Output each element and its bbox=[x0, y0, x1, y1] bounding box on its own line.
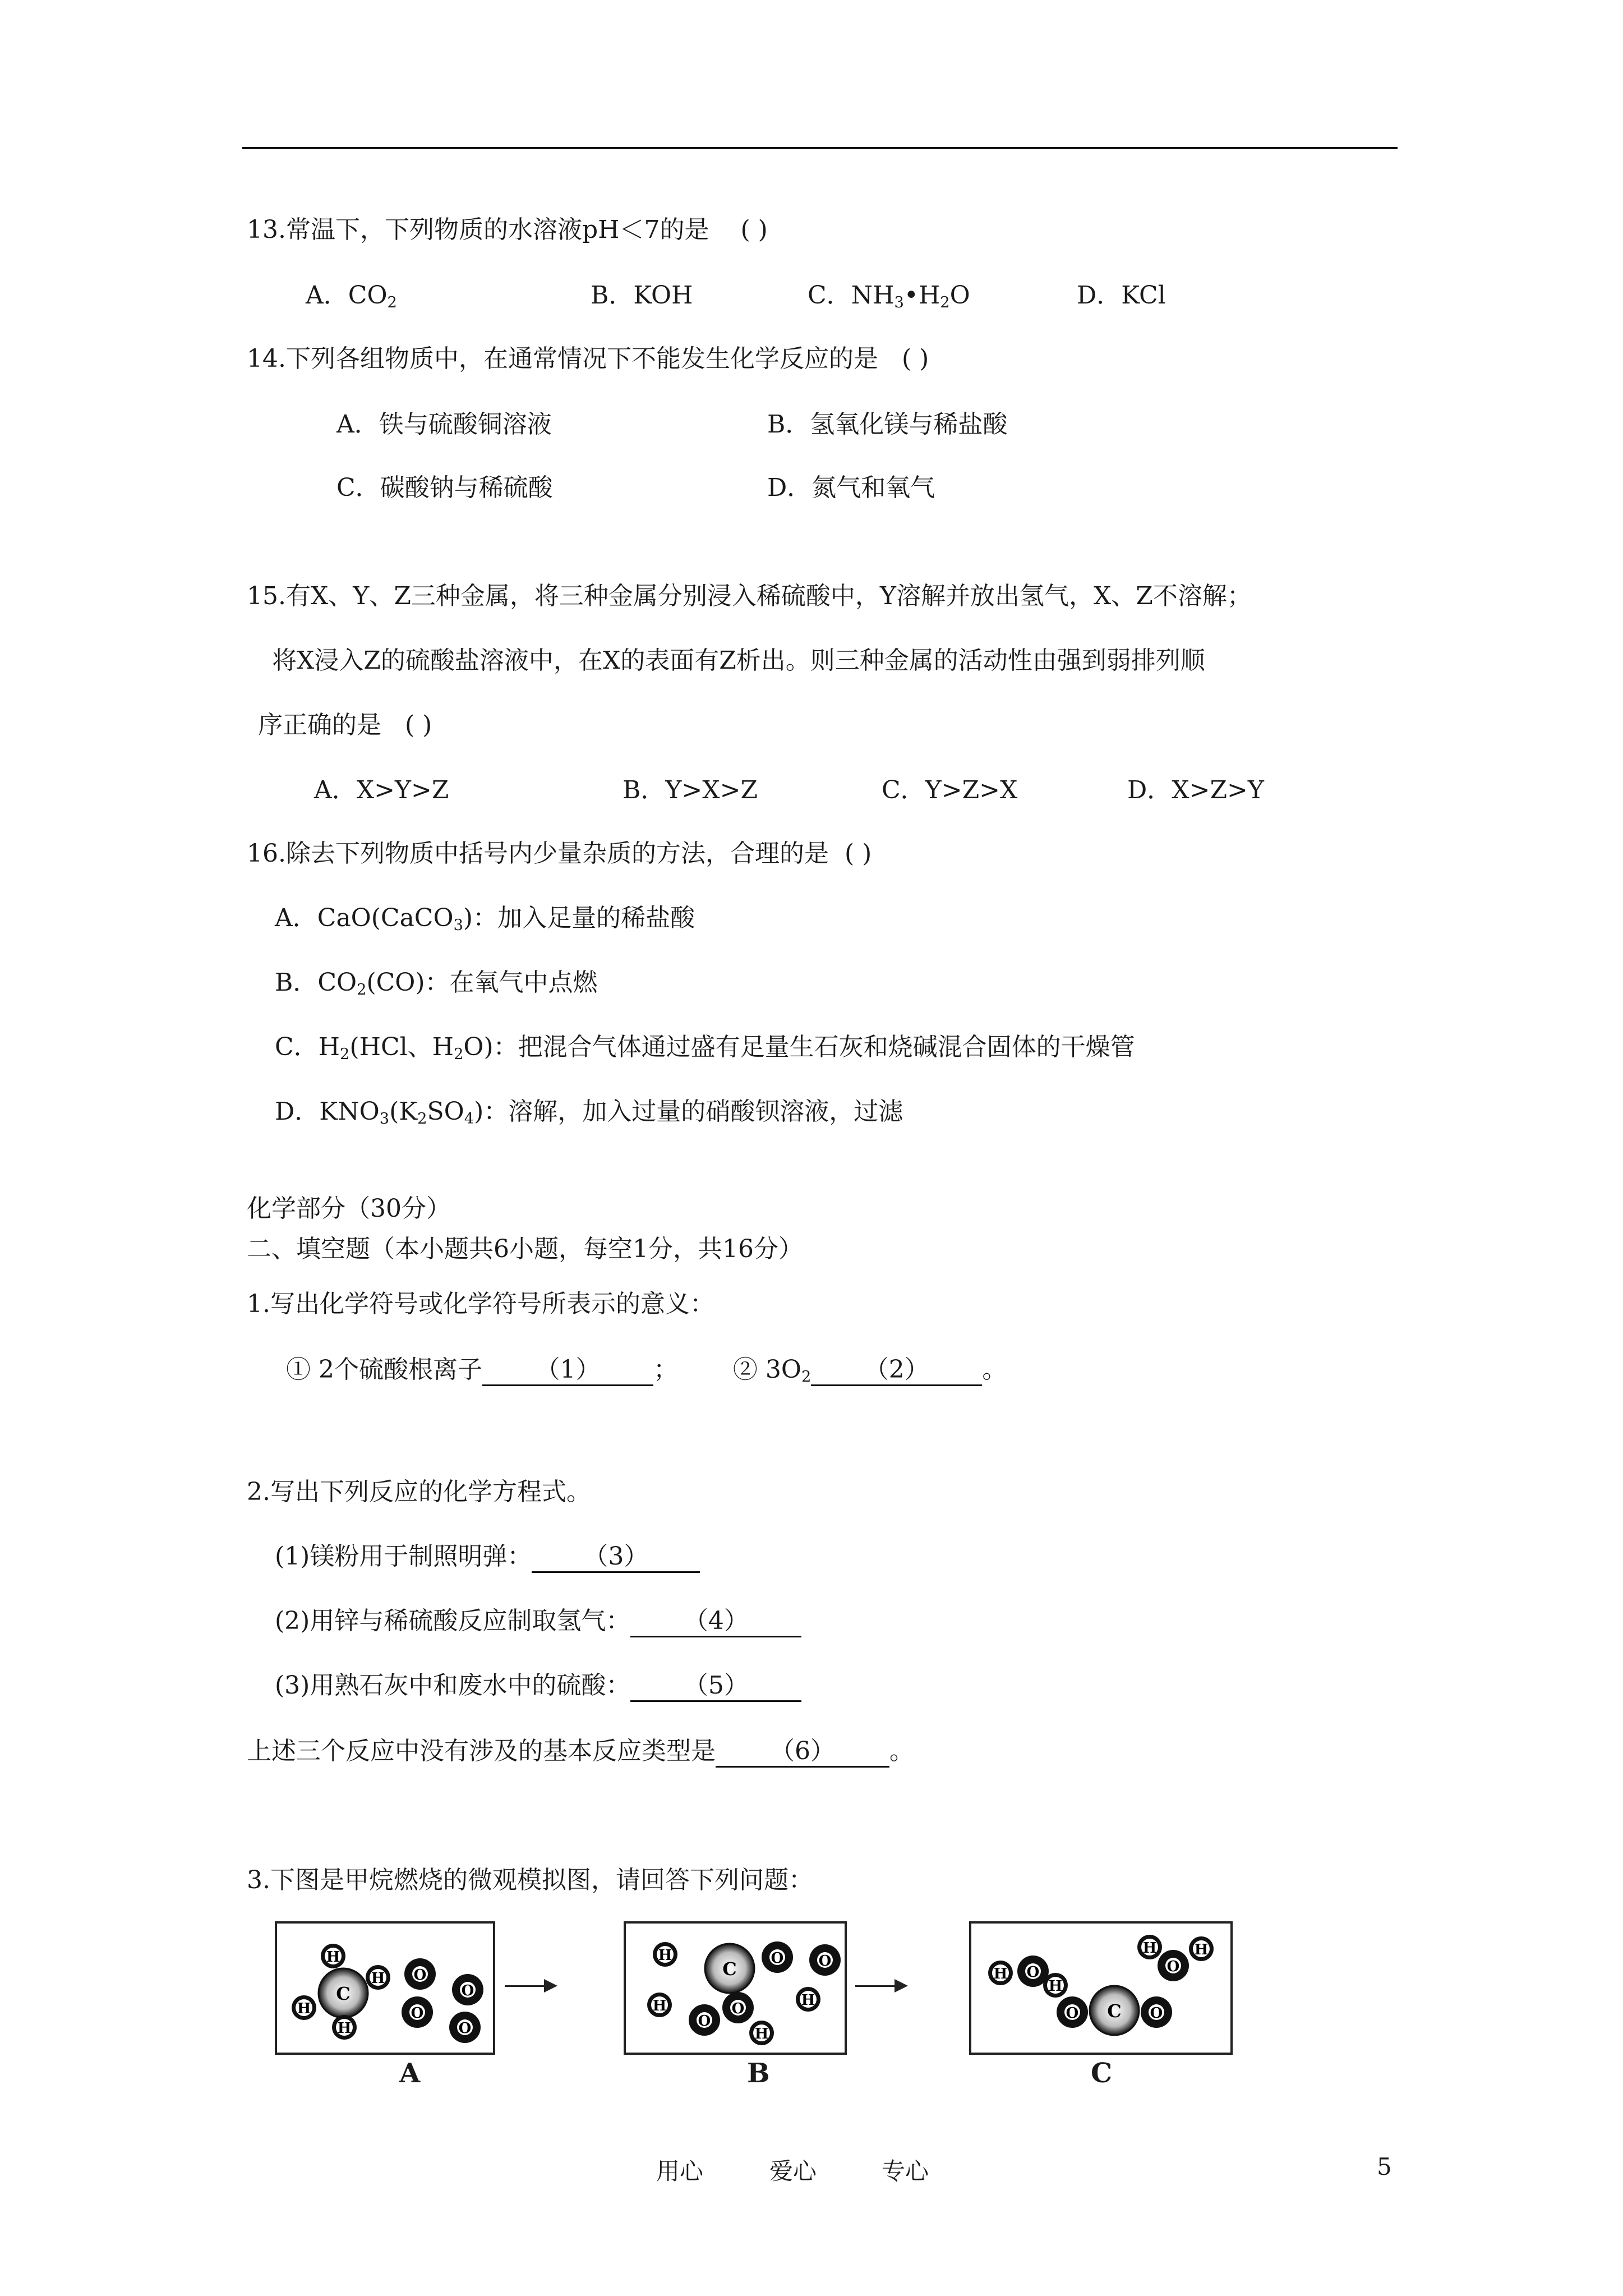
products-diagram bbox=[971, 1924, 1230, 2053]
svg-text:C: C bbox=[1107, 2000, 1122, 2022]
section-part2-heading: 二、填空题（本小题共6小题，每空1分，共16分） bbox=[247, 1235, 803, 1263]
svg-text:H: H bbox=[801, 1992, 815, 2009]
h-atom bbox=[749, 2021, 774, 2045]
h-atom bbox=[1137, 1935, 1162, 1959]
h-atom bbox=[332, 2015, 357, 2040]
svg-text:H: H bbox=[297, 2000, 311, 2017]
o-atom bbox=[809, 1944, 841, 1976]
svg-text:O: O bbox=[771, 1950, 784, 1967]
header-rule bbox=[242, 147, 1398, 149]
q15-line-2: 将X浸入Z的硫酸盐溶液中，在X的表面有Z析出。则三种金属的活动性由强到弱排列顺 bbox=[272, 646, 1205, 675]
svg-text:O: O bbox=[1026, 1964, 1040, 1981]
svg-text:O: O bbox=[818, 1953, 832, 1970]
q14-option-b[interactable]: B．氢氧化镁与稀盐酸 bbox=[767, 410, 1008, 439]
svg-text:H: H bbox=[658, 1947, 672, 1964]
o-atom bbox=[689, 2004, 720, 2036]
panel-c bbox=[969, 1921, 1233, 2055]
svg-text:H: H bbox=[1142, 1940, 1157, 1957]
q14-option-c[interactable]: C．碳酸钠与稀硫酸 bbox=[336, 473, 553, 502]
o-atom bbox=[722, 1992, 754, 2023]
f2-stem: 2.写出下列反应的化学方程式。 bbox=[247, 1478, 591, 1506]
footer-word-1: 用心 bbox=[656, 2157, 704, 2185]
answer-paren[interactable]: ( ) bbox=[740, 215, 768, 244]
f3-stem: 3.下图是甲烷燃烧的微观模拟图，请回答下列问题： bbox=[247, 1866, 813, 1894]
svg-text:O: O bbox=[1166, 1958, 1180, 1975]
svg-text:O: O bbox=[1150, 2005, 1163, 2022]
q13-option-c[interactable]: C．$NH_3•H_2O$ bbox=[808, 281, 970, 311]
o-atom bbox=[762, 1941, 793, 1973]
h-atom bbox=[988, 1961, 1013, 1985]
svg-text:H: H bbox=[1048, 1978, 1063, 1995]
o-atom bbox=[402, 1996, 433, 2028]
h-atom bbox=[796, 1987, 820, 2012]
blank-6[interactable]: （6） bbox=[716, 1737, 889, 1768]
f2-reaction-1: (1)镁粉用于制照明弹： （3） bbox=[275, 1540, 700, 1573]
f1-stem: 1.写出化学符号或化学符号所表示的意义： bbox=[247, 1290, 714, 1318]
svg-text:O: O bbox=[458, 2020, 472, 2037]
blank-3[interactable]: （3） bbox=[532, 1542, 700, 1573]
o-atom bbox=[1057, 1996, 1088, 2028]
h-atom bbox=[321, 1944, 345, 1968]
o-atom bbox=[404, 1958, 436, 1990]
q14-option-a[interactable]: A．铁与硫酸铜溶液 bbox=[336, 410, 552, 439]
q13-option-a[interactable]: A．$CO_2$ bbox=[306, 281, 397, 311]
o-atom bbox=[452, 1974, 483, 2005]
o-atom bbox=[449, 2012, 481, 2043]
svg-text:H: H bbox=[652, 1998, 667, 2014]
h-atom bbox=[366, 1965, 390, 1990]
panel-label-a: A bbox=[399, 2058, 421, 2089]
svg-text:C: C bbox=[336, 1983, 351, 2004]
section-title: 化学部分（30分） bbox=[247, 1194, 451, 1223]
q15-option-d[interactable]: D．X>Z>Y bbox=[1127, 776, 1264, 804]
blank-5[interactable]: （5） bbox=[630, 1671, 801, 1702]
q16-stem: 16.除去下列物质中括号内少量杂质的方法，合理的是 ( ) bbox=[247, 837, 872, 871]
q15-line-1: 15.有X、Y、Z三种金属，将三种金属分别浸入稀硫酸中，Y溶解并放出氢气，X、Z不溶解； bbox=[247, 582, 1252, 610]
q15-option-b[interactable]: B．Y>X>Z bbox=[623, 776, 758, 804]
footer-word-2: 爱心 bbox=[769, 2157, 817, 2185]
separated-atoms-diagram bbox=[626, 1924, 845, 2053]
q15-option-c[interactable]: C．Y>Z>X bbox=[882, 776, 1018, 804]
f2-reaction-3: (3)用熟石灰中和废水中的硫酸： （5） bbox=[275, 1669, 801, 1703]
q15-option-a[interactable]: A．X>Y>Z bbox=[314, 776, 449, 804]
svg-text:H: H bbox=[1194, 1941, 1209, 1958]
panel-b bbox=[624, 1921, 847, 2055]
panel-a bbox=[275, 1921, 495, 2055]
svg-text:H: H bbox=[993, 1966, 1008, 1982]
svg-text:O: O bbox=[461, 1982, 474, 1999]
q13-option-d[interactable]: D．KCl bbox=[1077, 281, 1166, 310]
h-atom bbox=[1189, 1936, 1214, 1961]
panel-label-c: C bbox=[1091, 2058, 1113, 2089]
q16-option-a[interactable]: A．CaO(CaCO$_3$)：加入足量的稀盐酸 bbox=[275, 904, 695, 934]
f1-item-2: ② $3O_2$ bbox=[732, 1355, 811, 1386]
svg-text:H: H bbox=[754, 2026, 769, 2042]
svg-text:O: O bbox=[413, 1967, 427, 1984]
svg-text:O: O bbox=[698, 2013, 711, 2030]
h-atom bbox=[292, 1995, 316, 2020]
svg-text:H: H bbox=[371, 1970, 385, 1987]
h-atom bbox=[1043, 1973, 1068, 1998]
q15-line-3: 序正确的是 ( ) bbox=[258, 708, 432, 742]
blank-2[interactable]: （2） bbox=[811, 1355, 982, 1386]
blank-4[interactable]: （4） bbox=[630, 1607, 801, 1637]
panel-label-b: B bbox=[747, 2058, 770, 2089]
svg-text:O: O bbox=[411, 2005, 424, 2022]
blank-1[interactable]: （1） bbox=[482, 1355, 653, 1386]
svg-text:O: O bbox=[731, 2000, 745, 2017]
q14-option-d[interactable]: D．氮气和氧气 bbox=[767, 473, 935, 502]
footer-word-3: 专心 bbox=[882, 2157, 929, 2185]
answer-paren[interactable]: ( ) bbox=[844, 839, 872, 868]
h-atom bbox=[653, 1942, 677, 1967]
svg-text:H: H bbox=[337, 2020, 352, 2037]
f1-answers: ① 2个硫酸根离子 （1） ； ② $3O_2$ （2） 。 bbox=[286, 1355, 1007, 1386]
f1-item-1: ① 2个硫酸根离子 bbox=[286, 1355, 482, 1384]
f2-reaction-2: (2)用锌与稀硫酸反应制取氢气： （4） bbox=[275, 1604, 801, 1638]
q16-option-b[interactable]: B．$CO_2(CO)$：在氧气中点燃 bbox=[275, 968, 598, 999]
svg-text:O: O bbox=[1066, 2005, 1079, 2022]
answer-paren[interactable]: ( ) bbox=[404, 711, 432, 739]
answer-paren[interactable]: ( ) bbox=[901, 344, 929, 373]
f2-summary: 上述三个反应中没有涉及的基本反应类型是 （6） 。 bbox=[247, 1734, 914, 1768]
reaction-arrow bbox=[855, 1985, 906, 1987]
q13-stem: 13.常温下，下列物质的水溶液pH＜7的是 ( ) bbox=[247, 213, 768, 247]
q16-option-d[interactable]: D．$KNO_3(K_2SO_4)$：溶解，加入过量的硝酸钡溶液，过滤 bbox=[275, 1097, 903, 1128]
svg-text:C: C bbox=[722, 1958, 737, 1980]
reaction-arrow bbox=[505, 1985, 555, 1987]
q13-option-b[interactable]: B．KOH bbox=[591, 281, 693, 310]
page-number: 5 bbox=[1377, 2153, 1392, 2180]
methane-oxygen-diagram bbox=[277, 1924, 493, 2053]
svg-text:H: H bbox=[326, 1949, 340, 1966]
o-atom bbox=[1141, 1996, 1172, 2028]
o-atom bbox=[1158, 1950, 1189, 1981]
h-atom bbox=[647, 1993, 672, 2017]
q14-stem: 14.下列各组物质中，在通常情况下不能发生化学反应的是 ( ) bbox=[247, 342, 929, 376]
q16-option-c[interactable]: C．$H_2(HCl$、$H_2O$)：把混合气体通过盛有足量生石灰和烧碱混合固体的干燥管 bbox=[275, 1033, 1135, 1063]
